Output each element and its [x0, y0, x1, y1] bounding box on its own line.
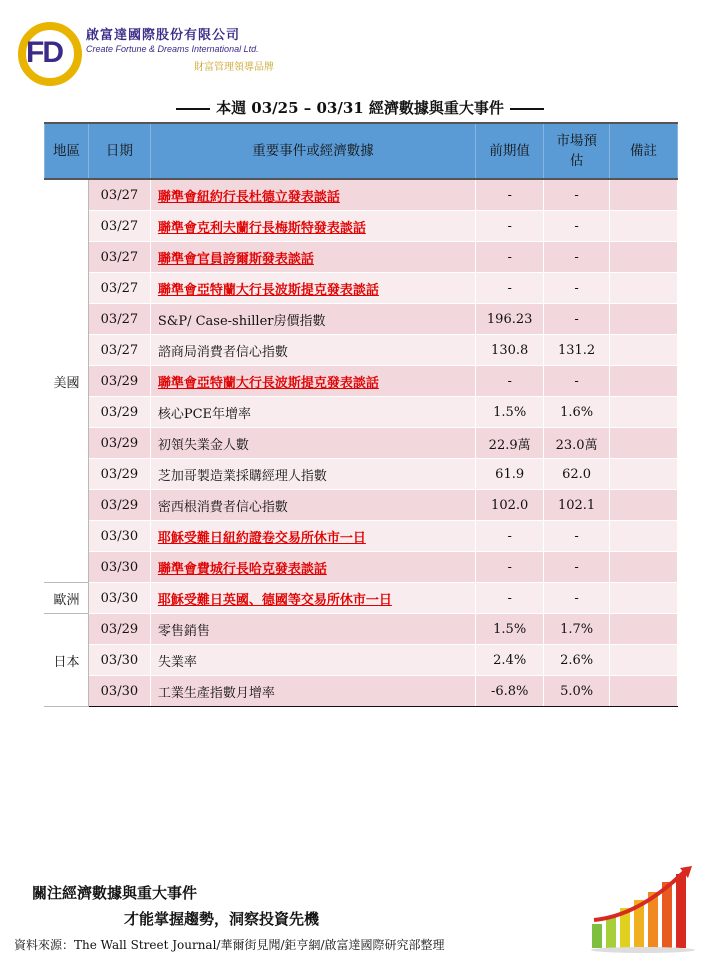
- event-cell: 失業率: [150, 645, 475, 676]
- title-rule-right: [510, 108, 544, 110]
- title-rule-left: [176, 108, 210, 110]
- date-cell: 03/29: [88, 459, 150, 490]
- event-cell: 零售銷售: [150, 614, 475, 645]
- source-note: 資料來源：The Wall Street Journal/華爾街見聞/鉅亨網/啟富達國際研究部整理: [14, 938, 445, 952]
- prev-value-cell: -: [476, 583, 544, 614]
- forecast-cell: -: [544, 521, 610, 552]
- prev-value-cell: 1.5%: [476, 614, 544, 645]
- date-cell: 03/27: [88, 304, 150, 335]
- table-row: [45, 273, 678, 304]
- date-cell: 03/30: [88, 583, 150, 614]
- event-cell: 諮商局消費者信心指數: [150, 335, 475, 366]
- date-cell: 03/30: [88, 521, 150, 552]
- events-table: [44, 122, 678, 707]
- date-cell: 03/30: [88, 676, 150, 707]
- header-region: 地區: [45, 123, 89, 179]
- region-cell: 美國: [45, 179, 89, 583]
- table-row: [45, 335, 678, 366]
- prev-value-cell: -: [476, 273, 544, 304]
- prev-value-cell: -6.8%: [476, 676, 544, 707]
- company-tagline: 財富管理領導品牌: [194, 62, 274, 73]
- header-forecast-label: 市場預估: [556, 133, 597, 169]
- event-cell: 聯準會費城行長哈克發表談話: [150, 552, 475, 583]
- event-cell: 聯準會克利夫蘭行長梅斯特發表談話: [150, 211, 475, 242]
- prev-value-cell: -: [476, 521, 544, 552]
- table-row: [45, 583, 678, 614]
- prev-value-cell: -: [476, 366, 544, 397]
- note-cell: [610, 335, 678, 366]
- company-logo: [18, 22, 298, 82]
- event-cell: 工業生產指數月增率: [150, 676, 475, 707]
- forecast-cell: 5.0%: [544, 676, 610, 707]
- event-cell: 聯準會亞特蘭大行長波斯提克發表談話: [150, 366, 475, 397]
- event-cell: 聯準會紐約行長杜德立發表談話: [150, 179, 475, 211]
- logo-initials: FD: [26, 36, 62, 69]
- forecast-cell: -: [544, 211, 610, 242]
- forecast-cell: 131.2: [544, 335, 610, 366]
- forecast-cell: 1.6%: [544, 397, 610, 428]
- event-cell: S&P/ Case-shiller房價指數: [150, 304, 475, 335]
- prev-value-cell: 1.5%: [476, 397, 544, 428]
- growth-chart-icon: [588, 864, 698, 954]
- event-cell: 耶穌受難日紐約證卷交易所休市一日: [150, 521, 475, 552]
- footer-line-1: 關注經濟數據與重大事件: [32, 884, 198, 902]
- date-cell: 03/27: [88, 179, 150, 211]
- prev-value-cell: 196.23: [476, 304, 544, 335]
- event-cell: 聯準會亞特蘭大行長波斯提克發表談話: [150, 273, 475, 304]
- forecast-cell: 2.6%: [544, 645, 610, 676]
- event-cell: 密西根消費者信心指數: [150, 490, 475, 521]
- region-cell: 歐洲: [45, 583, 89, 614]
- page-title: 本週 03/25 – 03/31 經濟數據與重大事件: [216, 99, 504, 117]
- table-row: [45, 552, 678, 583]
- forecast-cell: 62.0: [544, 459, 610, 490]
- company-name-en: Create Fortune & Dreams International Ltd.: [86, 44, 259, 54]
- table-row: [45, 490, 678, 521]
- logo-mark-icon: [18, 22, 82, 86]
- footer-line-2: 才能掌握趨勢，洞察投資先機: [124, 910, 320, 928]
- date-cell: 03/29: [88, 397, 150, 428]
- date-cell: 03/27: [88, 242, 150, 273]
- table-row: [45, 645, 678, 676]
- note-cell: [610, 614, 678, 645]
- prev-value-cell: 130.8: [476, 335, 544, 366]
- note-cell: [610, 459, 678, 490]
- note-cell: [610, 242, 678, 273]
- event-cell: 耶穌受難日英國、德國等交易所休市一日: [150, 583, 475, 614]
- note-cell: [610, 428, 678, 459]
- note-cell: [610, 304, 678, 335]
- forecast-cell: -: [544, 583, 610, 614]
- event-cell: 核心PCE年增率: [150, 397, 475, 428]
- forecast-cell: -: [544, 179, 610, 211]
- date-cell: 03/30: [88, 552, 150, 583]
- prev-value-cell: -: [476, 552, 544, 583]
- date-cell: 03/29: [88, 490, 150, 521]
- company-name-cn: 啟富達國際股份有限公司: [86, 28, 241, 43]
- forecast-cell: -: [544, 273, 610, 304]
- note-cell: [610, 583, 678, 614]
- prev-value-cell: 61.9: [476, 459, 544, 490]
- table-row: [45, 459, 678, 490]
- table-header-row: [45, 123, 678, 179]
- note-cell: [610, 397, 678, 428]
- note-cell: [610, 552, 678, 583]
- date-cell: 03/27: [88, 273, 150, 304]
- date-cell: 03/29: [88, 428, 150, 459]
- table-row: [45, 179, 678, 211]
- table-row: [45, 366, 678, 397]
- note-cell: [610, 366, 678, 397]
- forecast-cell: -: [544, 304, 610, 335]
- prev-value-cell: 22.9萬: [476, 428, 544, 459]
- note-cell: [610, 273, 678, 304]
- prev-value-cell: -: [476, 211, 544, 242]
- note-cell: [610, 211, 678, 242]
- note-cell: [610, 676, 678, 707]
- prev-value-cell: 2.4%: [476, 645, 544, 676]
- forecast-cell: 102.1: [544, 490, 610, 521]
- page-title-wrap: [0, 97, 720, 118]
- table-body: [45, 179, 678, 707]
- forecast-cell: -: [544, 242, 610, 273]
- date-cell: 03/29: [88, 366, 150, 397]
- table-row: [45, 242, 678, 273]
- date-cell: 03/29: [88, 614, 150, 645]
- event-cell: 聯準會官員誇爾斯發表談話: [150, 242, 475, 273]
- header-date: 日期: [88, 123, 150, 179]
- header-event: 重要事件或經濟數據: [150, 123, 475, 179]
- date-cell: 03/27: [88, 335, 150, 366]
- note-cell: [610, 645, 678, 676]
- note-cell: [610, 521, 678, 552]
- region-cell: 日本: [45, 614, 89, 707]
- prev-value-cell: 102.0: [476, 490, 544, 521]
- date-cell: 03/30: [88, 645, 150, 676]
- table-row: [45, 676, 678, 707]
- table-row: [45, 521, 678, 552]
- forecast-cell: -: [544, 552, 610, 583]
- event-cell: 初領失業金人數: [150, 428, 475, 459]
- forecast-cell: 1.7%: [544, 614, 610, 645]
- event-cell: 芝加哥製造業採購經理人指數: [150, 459, 475, 490]
- table-row: [45, 304, 678, 335]
- prev-value-cell: -: [476, 179, 544, 211]
- header-note: 備註: [610, 123, 678, 179]
- header-prev: 前期值: [476, 123, 544, 179]
- table-row: [45, 397, 678, 428]
- table-row: [45, 211, 678, 242]
- table-row: [45, 614, 678, 645]
- header-forecast: [544, 123, 610, 179]
- date-cell: 03/27: [88, 211, 150, 242]
- note-cell: [610, 179, 678, 211]
- forecast-cell: -: [544, 366, 610, 397]
- footer-slogan: [32, 880, 319, 932]
- table-row: [45, 428, 678, 459]
- note-cell: [610, 490, 678, 521]
- prev-value-cell: -: [476, 242, 544, 273]
- forecast-cell: 23.0萬: [544, 428, 610, 459]
